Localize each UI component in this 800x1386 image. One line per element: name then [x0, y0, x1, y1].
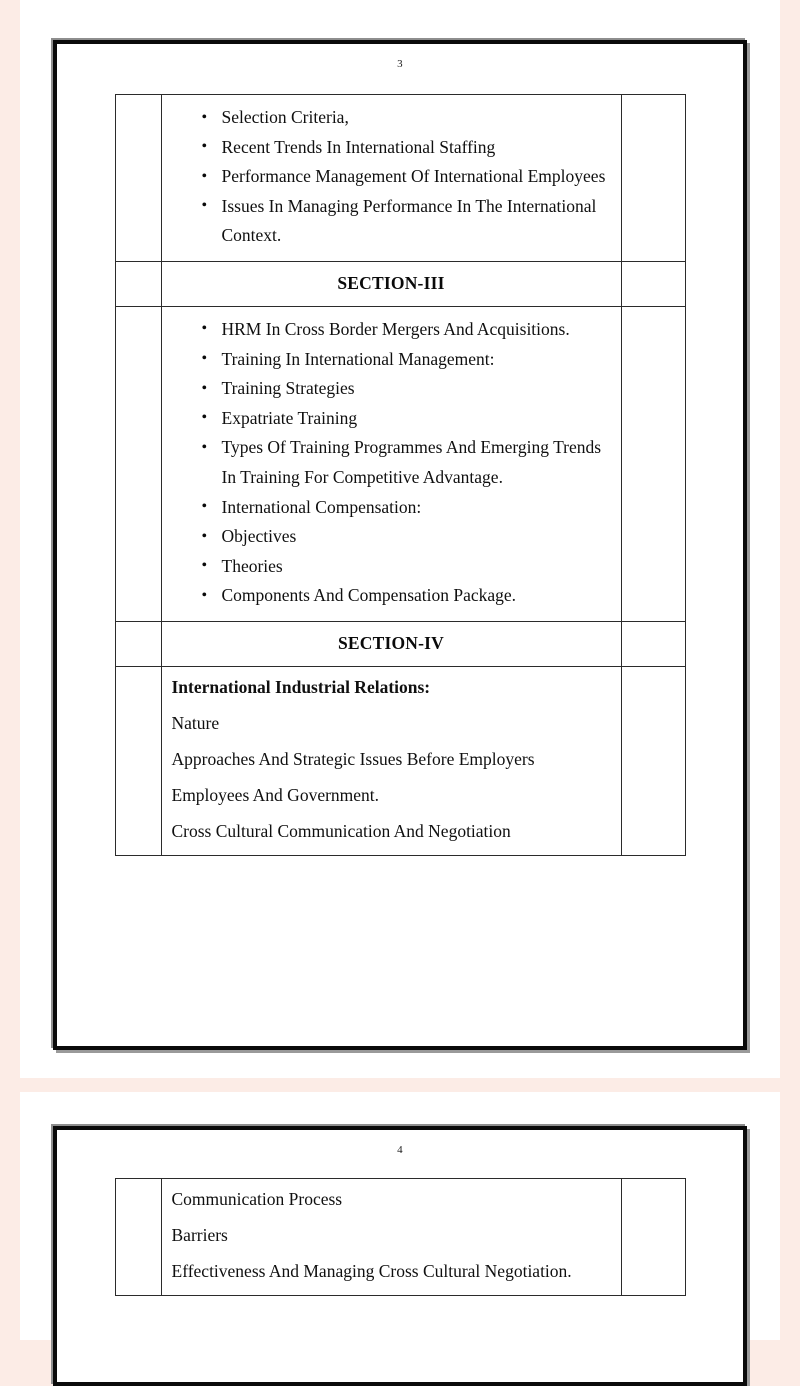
list-item: • Recent Trends In International Staffing: [202, 133, 611, 163]
left-spacer-cell: [115, 261, 161, 306]
paragraph: Barriers: [171, 1225, 228, 1245]
list-item: • Selection Criteria,: [202, 103, 611, 133]
list-item: • Objectives: [202, 522, 611, 552]
paragraph: Nature: [171, 712, 220, 733]
list-item: • Components And Compensation Package.: [202, 581, 611, 611]
paragraph: Employees And Government.: [171, 784, 380, 805]
viewer-sheet-page-4: [20, 1092, 780, 1340]
list-item: • Expatriate Training: [202, 404, 611, 434]
syllabus-table-page-3: [115, 94, 686, 856]
right-spacer-cell: [621, 261, 685, 306]
list-item: • Theories: [202, 552, 611, 582]
list-item: • Types Of Training Programmes And Emerging Trends In Training For Competitive Advantage.: [202, 433, 611, 492]
page-number-4: 4: [397, 1144, 403, 1156]
table-row: [115, 1179, 685, 1296]
table-row: [115, 95, 685, 262]
right-spacer-cell: [621, 306, 685, 621]
viewer-sheet-page-3: [20, 0, 780, 1078]
section-header-cell: [161, 261, 621, 306]
document-page-3: [53, 40, 747, 1050]
section-title: SECTION-III: [337, 272, 445, 293]
topic-list: [172, 315, 611, 611]
left-spacer-cell: [115, 666, 161, 855]
document-page-4: [53, 1126, 747, 1386]
topics-cell: [161, 95, 621, 262]
paragraph: Cross Cultural Communication And Negotiation: [171, 820, 511, 841]
paragraph-block: [162, 1179, 621, 1295]
syllabus-table-page-4: [115, 1178, 686, 1296]
topics-cell: [161, 306, 621, 621]
table-row-section-header: [115, 261, 685, 306]
table-row-section-header: [115, 621, 685, 666]
paragraph: Approaches And Strategic Issues Before Employers: [171, 748, 535, 769]
section-header-cell: [161, 621, 621, 666]
list-item: • Performance Management Of International Employees: [202, 162, 611, 192]
list-item: • Issues In Managing Performance In The International Context.: [202, 192, 611, 251]
list-item: • Training In International Management:: [202, 345, 611, 375]
table-row: [115, 306, 685, 621]
right-spacer-cell: [621, 95, 685, 262]
list-item: • Training Strategies: [202, 374, 611, 404]
list-item: • HRM In Cross Border Mergers And Acquisitions.: [202, 315, 611, 345]
paragraph: Effectiveness And Managing Cross Cultural Negotiation.: [171, 1261, 572, 1281]
topics-cell: [161, 666, 621, 855]
page-number-3: 3: [397, 58, 403, 70]
right-spacer-cell: [621, 621, 685, 666]
paragraph: Communication Process: [171, 1189, 343, 1209]
left-spacer-cell: [115, 1179, 161, 1296]
topic-list: [172, 103, 611, 251]
left-spacer-cell: [115, 95, 161, 262]
list-item: • International Compensation:: [202, 493, 611, 523]
table-row: [115, 666, 685, 855]
right-spacer-cell: [621, 1179, 685, 1296]
section-title: SECTION-IV: [337, 632, 445, 653]
paragraph-block: [162, 667, 621, 855]
right-spacer-cell: [621, 666, 685, 855]
left-spacer-cell: [115, 621, 161, 666]
paragraph-heading: International Industrial Relations:: [171, 676, 431, 697]
left-spacer-cell: [115, 306, 161, 621]
topics-cell: [161, 1179, 621, 1296]
